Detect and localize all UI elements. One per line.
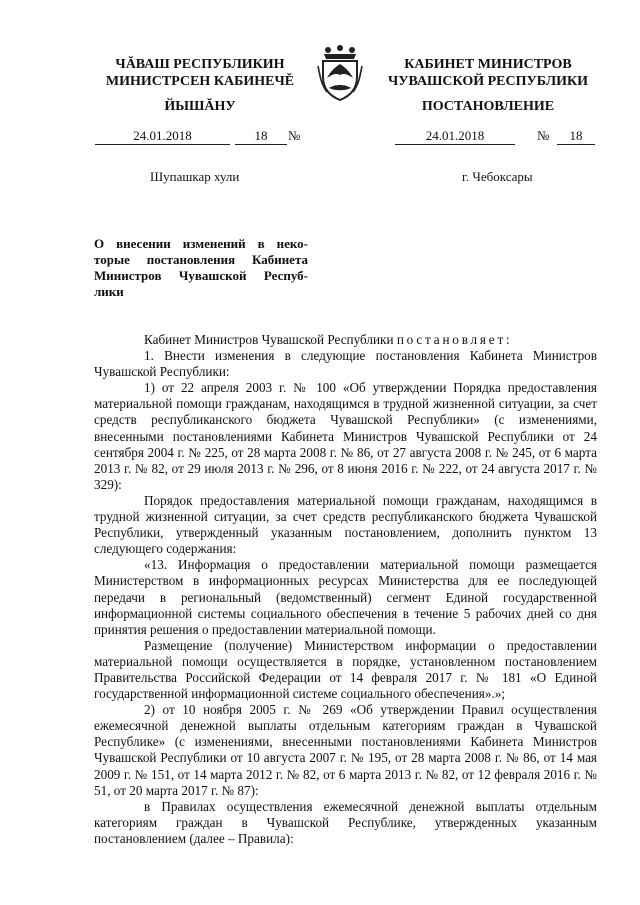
left-number-sign: № xyxy=(288,128,301,143)
header-right-place: г. Чебоксары xyxy=(462,169,533,184)
left-number-value: 18 xyxy=(235,128,287,145)
subject-line: лики xyxy=(94,284,124,299)
subject-line: Министров Чувашской Респуб- xyxy=(94,268,308,283)
header-left-title xyxy=(80,56,320,90)
header-right-title xyxy=(368,56,608,90)
body-paragraph: Размещение (получение) Министерством информации о предоставлении материальной помощи осуществляется в порядке, установленном постановлением Правительства Российской Федерации от 14 февраля 2017 г. № 181 «О Единой государственной информационной системе социального обеспечения».»; xyxy=(94,637,597,702)
header-left-line2: МИНИСТРСЕН КАБИНЕЧĚ xyxy=(105,74,295,89)
body-paragraph: 1) от 22 апреля 2003 г. № 100 «Об утверждении Порядка предоставления материальной помощи гражданам, находящимся в трудной жизненной ситуации, за счет средств республиканского бюджета Чувашской Республики» (с изменениями, внесенными постановлениями Кабинета Министров Чувашской Республики от 24 сентября 2004 г. № 225, от 28 марта 2008 г. № 86, от 27 августа 2008 г. № 245, от 6 марта 2013 г. № 82, от 29 июля 2013 г. № 296, от 8 июня 2016 г. № 222, от 24 августа 2017 г. № 329): xyxy=(94,380,597,492)
header-right-dateline xyxy=(395,128,595,146)
preamble-text: Кабинет Министров Чувашской Республики xyxy=(144,332,397,347)
right-date-value: 24.01.2018 xyxy=(395,128,515,145)
left-date-value: 24.01.2018 xyxy=(95,128,230,145)
subject-line: О внесении изменений в неко- xyxy=(94,236,308,251)
coat-of-arms-emblem xyxy=(317,44,363,102)
header-right-doc-type: ПОСТАНОВЛЕНИЕ xyxy=(421,99,555,114)
header-left-place: Шупашкар хули xyxy=(150,169,240,184)
right-number-value: 18 xyxy=(557,128,595,145)
body-paragraph: Порядок предоставления материальной помощи гражданам, находящимся в трудной жизненной ситуации, за счет средств республиканского бюджета Чувашской Республики, утвержденный указанным постановлением, дополнить пунктом 13 следующего содержания: xyxy=(94,492,597,557)
body-paragraph: 2) от 10 ноября 2005 г. № 269 «Об утверждении Правил осуществления ежемесячной денежной выплаты отдельным категориям граждан в Чувашской Республике» (с изменениями, внесенными постановлениями Кабинета Министров Чувашской Республики от 10 августа 2007 г. № 195, от 28 марта 2008 г. № 86, от 14 мая 2009 г. № 151, от 14 марта 2012 г. № 82, от 6 марта 2013 г. № 82, от 12 февраля 2016 г. № 51, от 20 марта 2017 г. № 87): xyxy=(94,702,597,798)
resolves-word: постановляет: xyxy=(396,332,513,347)
header-left-line1: ЧĂВАШ РЕСПУБЛИКИН xyxy=(115,57,285,72)
subject-line: торые постановления Кабинета xyxy=(94,252,308,267)
document-body xyxy=(94,332,597,847)
header-left-doc-type: ЙЫШĂНУ xyxy=(164,99,236,114)
header-right-line1: КАБИНЕТ МИНИСТРОВ xyxy=(404,57,572,72)
body-paragraph: в Правилах осуществления ежемесячной денежной выплаты отдельным категориям граждан в Чувашской Республике, утвержденных указанным постановлением (далее – Правила): xyxy=(94,798,597,846)
right-number-sign: № xyxy=(537,128,550,143)
body-paragraph xyxy=(94,332,597,348)
document-subject xyxy=(94,236,308,300)
body-paragraph: «13. Информация о предоставлении материальной помощи размещается Министерством в информационных ресурсах Министерства для ее последующей передачи в региональный (ведомственный) сегмент Единой государственной информационной системы социального обеспечения в течение 5 рабочих дней со дня принятия решения о предоставлении материальной помощи. xyxy=(94,557,597,637)
header-left-dateline xyxy=(95,128,320,146)
body-paragraph: 1. Внести изменения в следующие постановления Кабинета Министров Чувашской Республики: xyxy=(94,348,597,380)
header-right-line2: ЧУВАШСКОЙ РЕСПУБЛИКИ xyxy=(387,74,589,89)
